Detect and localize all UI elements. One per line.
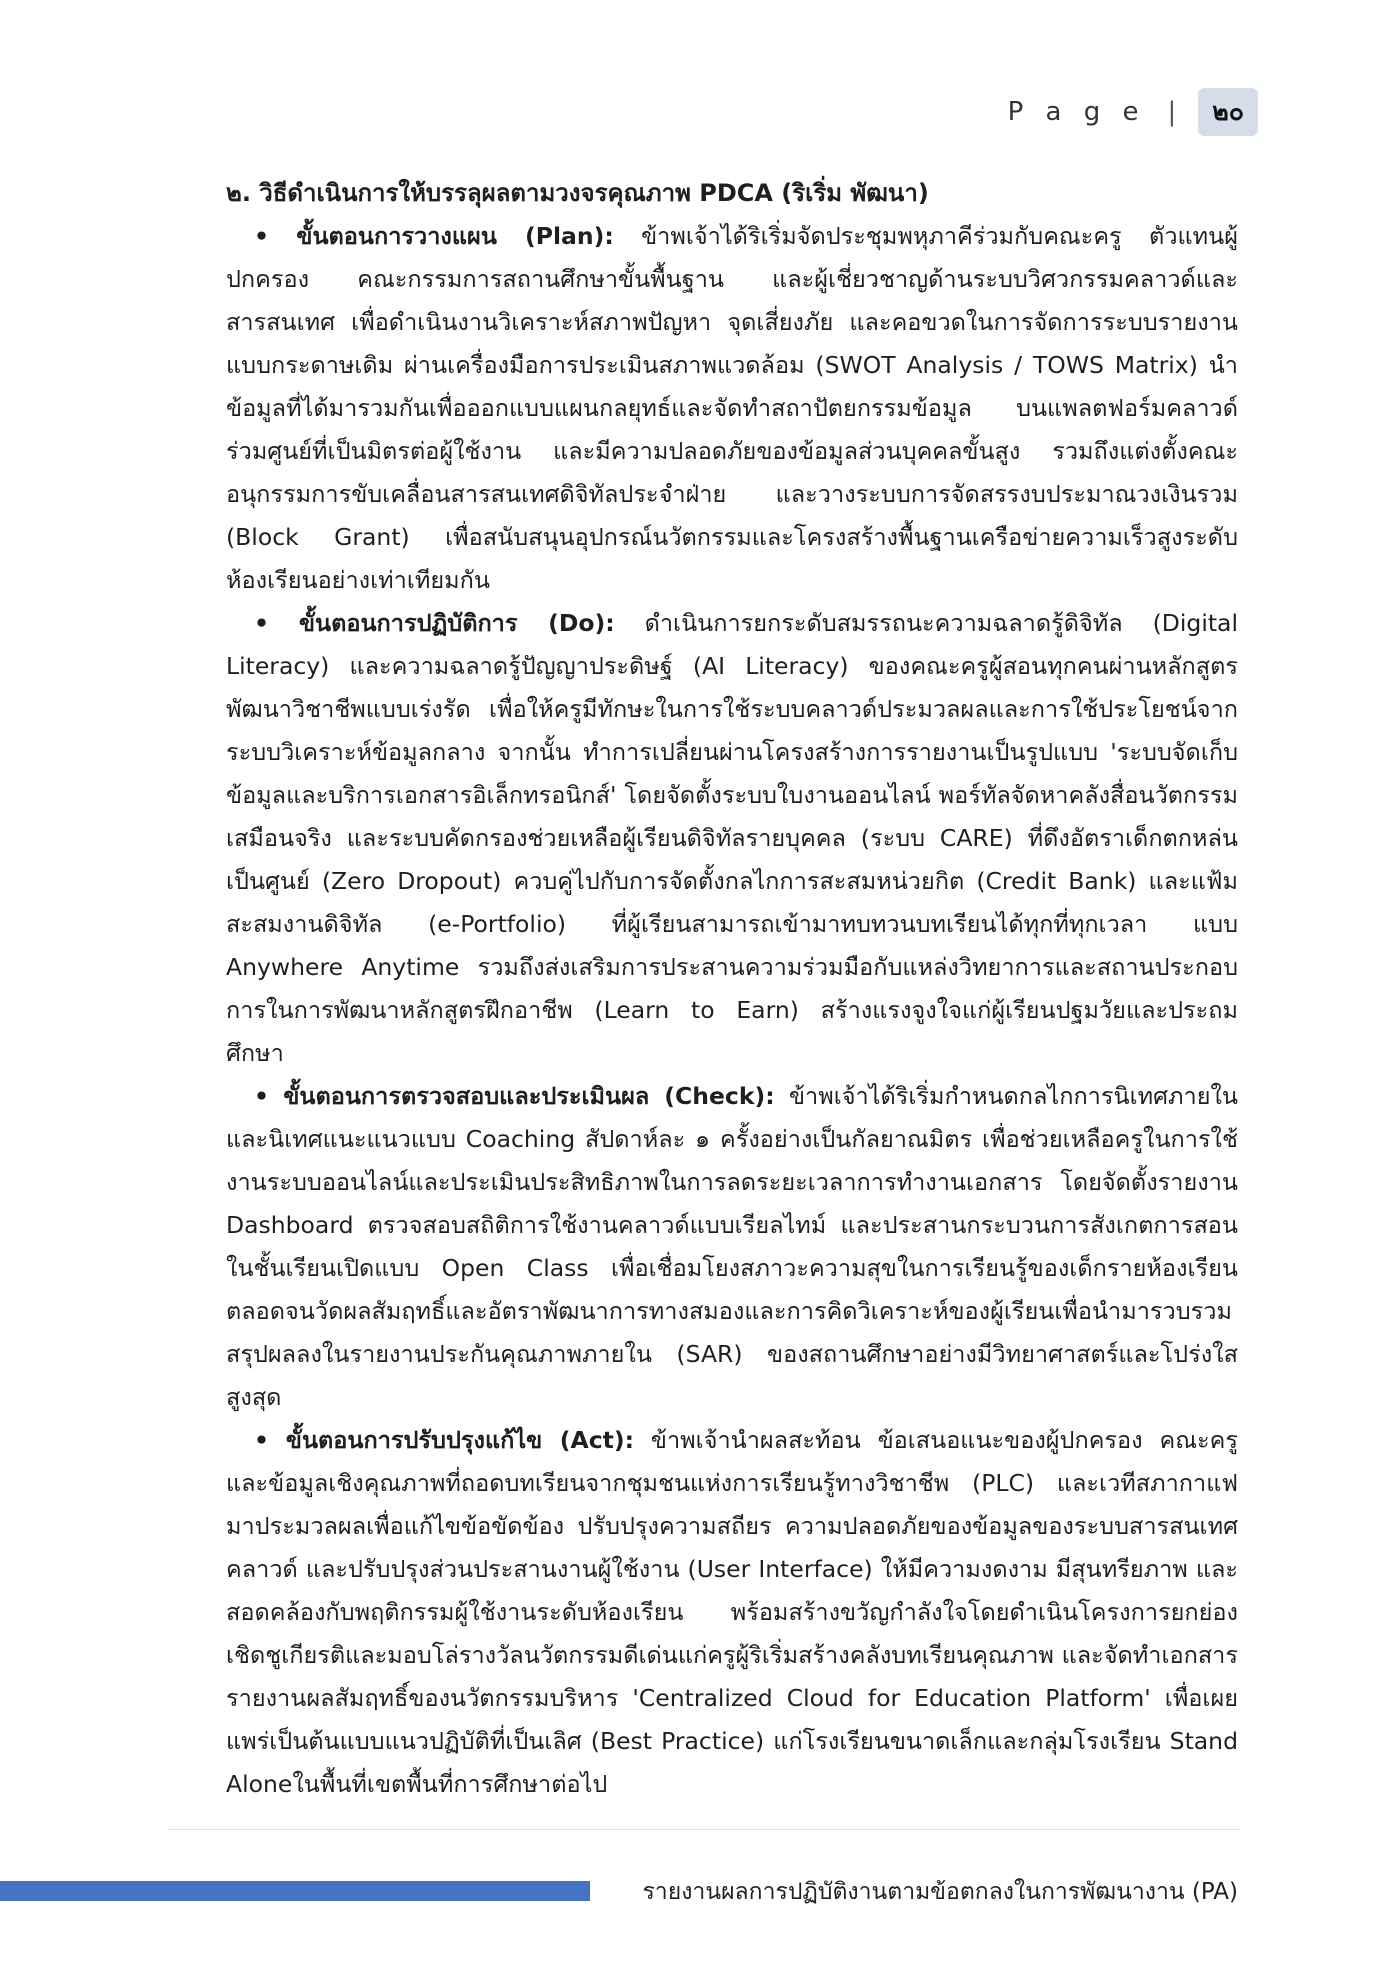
page-number-badge: ๒๐: [1198, 88, 1258, 136]
footer-title: รายงานผลการปฏิบัติงานตามข้อตกลงในการพัฒนางาน (PA): [642, 1879, 1238, 1905]
step-act-body: ข้าพเจ้านำผลสะท้อน ข้อเสนอแนะของผู้ปกครอง คณะครู และข้อมูลเชิงคุณภาพที่ถอดบทเรียนจากชุมชนแห่งการเรียนรู้ทางวิชาชีพ (PLC) และเวทีสภากาแฟ มาประมวลผลเพื่อแก้ไขข้อขัดข้อง ปรับปรุงความสถียร ความปลอดภัยของข้อมูลของระบบสารสนเทศคลาวด์ และปรับปรุงส่วนประสานงานผู้ใช้งาน (User Interface) ให้มีความงดงาม มีสุนทรียภาพ และสอดคล้องกับพฤติกรรมผู้ใช้งานระดับห้องเรียน พร้อมสร้างขวัญกำลังใจโดยดำเนินโครงการยกย่องเชิดชูเกียรติและมอบโล่รางวัลนวัตกรรมดีเด่นแก่ครูผู้ริเริ่มสร้างคลังบทเรียนคุณภาพ และจัดทำเอกสารรายงานผลสัมฤทธิ์ของนวัตกรรมบริหาร 'Centralized Cloud for Education Platform' เพื่อเผยแพร่เป็นต้นแบบแนวปฏิบัติที่เป็นเลิศ (Best Practice) แก่โรงเรียนขนาดเล็กและกลุ่มโรงเรียน Stand Aloneในพื้นที่เขตพื้นที่การศึกษาต่อไป: [226, 1426, 1238, 1798]
step-plan-body: ข้าพเจ้าได้ริเริ่มจัดประชุมพหุภาคีร่วมกับคณะครู ตัวแทนผู้ปกครอง คณะกรรมการสถานศึกษาขั้นพื้นฐาน และผู้เชี่ยวชาญด้านระบบวิศวกรรมคลาวด์และสารสนเทศ เพื่อดำเนินงานวิเคราะห์สภาพปัญหา จุดเสี่ยงภัย และคอขวดในการจัดการระบบรายงานแบบกระดาษเดิม ผ่านเครื่องมือการประเมินสภาพแวดล้อม (SWOT Analysis / TOWS Matrix) นำข้อมูลที่ได้มารวมกันเพื่อออกแบบแผนกลยุทธ์และจัดทำสถาปัตยกรรมข้อมูล บนแพลตฟอร์มคลาวด์ร่วมศูนย์ที่เป็นมิตรต่อผู้ใช้งาน และมีความปลอดภัยของข้อมูลส่วนบุคคลขั้นสูง รวมถึงแต่งตั้งคณะอนุกรรมการขับเคลื่อนสารสนเทศดิจิทัลประจำฝ่าย และวางระบบการจัดสรรงบประมาณวงเงินรวม (Block Grant) เพื่อสนับสนุนอุปกรณ์นวัตกรรมและโครงสร้างพื้นฐานเครือข่ายความเร็วสูงระดับห้องเรียนอย่างเท่าเทียมกัน: [226, 222, 1238, 594]
step-plan-title: ขั้นตอนการวางแผน (Plan):: [296, 222, 614, 250]
step-act-bullet: •: [254, 1426, 270, 1454]
page-separator: |: [1167, 97, 1177, 127]
step-plan: [226, 215, 1238, 602]
step-check-bullet: •: [254, 1082, 270, 1110]
step-plan-bullet: •: [254, 222, 270, 250]
step-do: [226, 602, 1238, 1075]
footer-accent-bar: [0, 1881, 590, 1901]
page-header: [1008, 88, 1258, 136]
document-body: [226, 172, 1238, 1806]
footer-divider: [168, 1829, 1240, 1830]
step-check-title: ขั้นตอนการตรวจสอบและประเมินผล (Check):: [283, 1082, 775, 1110]
section-heading: ๒. วิธีดำเนินการให้บรรลุผลตามวงจรคุณภาพ PDCA (ริเริ่ม พัฒนา): [226, 179, 929, 207]
step-check: [226, 1075, 1238, 1419]
step-act: [226, 1419, 1238, 1806]
step-do-bullet: •: [254, 609, 270, 637]
page-label: P a g e: [1007, 97, 1146, 127]
step-do-body: ดำเนินการยกระดับสมรรถนะความฉลาดรู้ดิจิทัล (Digital Literacy) และความฉลาดรู้ปัญญาประดิษฐ์ (AI Literacy) ของคณะครูผู้สอนทุกคนผ่านหลักสูตรพัฒนาวิชาชีพแบบเร่งรัด เพื่อให้ครูมีทักษะในการใช้ระบบคลาวด์ประมวลผลและการใช้ประโยชน์จากระบบวิเคราะห์ข้อมูลกลาง จากนั้น ทำการเปลี่ยนผ่านโครงสร้างการรายงานเป็นรูปแบบ 'ระบบจัดเก็บข้อมูลและบริการเอกสารอิเล็กทรอนิกส์' โดยจัดตั้งระบบใบงานออนไลน์ พอร์ทัลจัดหาคลังสื่อนวัตกรรมเสมือนจริง และระบบคัดกรองช่วยเหลือผู้เรียนดิจิทัลรายบุคคล (ระบบ CARE) ที่ดึงอัตราเด็กตกหล่นเป็นศูนย์ (Zero Dropout) ควบคู่ไปกับการจัดตั้งกลไกการสะสมหน่วยกิต (Credit Bank) และแฟ้มสะสมงานดิจิทัล (e-Portfolio) ที่ผู้เรียนสามารถเข้ามาทบทวนบทเรียนได้ทุกที่ทุกเวลา แบบ Anywhere Anytime รวมถึงส่งเสริมการประสานความร่วมมือกับแหล่งวิทยาการและสถานประกอบการในการพัฒนาหลักสูตรฝึกอาชีพ (Learn to Earn) สร้างแรงจูงใจแก่ผู้เรียนปฐมวัยและประถมศึกษา: [226, 609, 1238, 1067]
step-check-body: ข้าพเจ้าได้ริเริ่มกำหนดกลไกการนิเทศภายในและนิเทศแนะแนวแบบ Coaching สัปดาห์ละ ๑ ครั้งอย่างเป็นกัลยาณมิตร เพื่อช่วยเหลือครูในการใช้งานระบบออนไลน์และประเมินประสิทธิภาพในการลดระยะเวลาการทำงานเอกสาร โดยจัดตั้งรายงาน Dashboard ตรวจสอบสถิติการใช้งานคลาวด์แบบเรียลไทม์ และประสานกระบวนการสังเกตการสอนในชั้นเรียนเปิดแบบ Open Class เพื่อเชื่อมโยงสภาวะความสุขในการเรียนรู้ของเด็กรายห้องเรียน ตลอดจนวัดผลสัมฤทธิ์และอัตราพัฒนาการทางสมองและการคิดวิเคราะห์ของผู้เรียนเพื่อนำมารวบรวมสรุปผลลงในรายงานประกันคุณภาพภายใน (SAR) ของสถานศึกษาอย่างมีวิทยาศาสตร์และโปร่งใสสูงสุด: [226, 1082, 1238, 1411]
step-act-title: ขั้นตอนการปรับปรุงแก้ไข (Act):: [285, 1426, 635, 1454]
step-do-title: ขั้นตอนการปฏิบัติการ (Do):: [298, 609, 615, 637]
